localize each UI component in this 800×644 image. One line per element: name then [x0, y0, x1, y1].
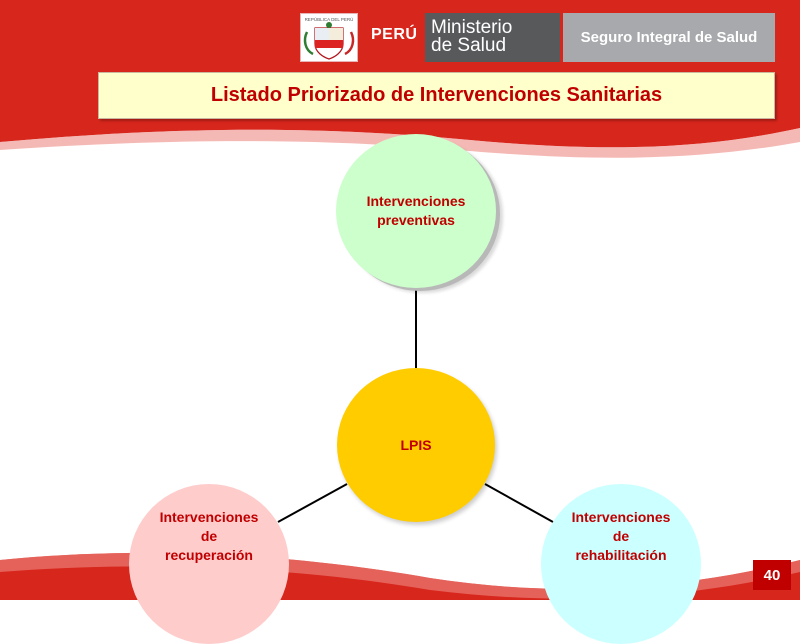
slide-title: Listado Priorizado de Intervenciones Sanitarias: [98, 72, 775, 119]
node-label-line: preventivas: [377, 212, 455, 228]
node-center-label: LPIS: [400, 436, 432, 453]
node-label-line: Intervenciones: [159, 508, 259, 525]
node-label-line: rehabilitación: [575, 546, 667, 563]
program-logo: Seguro Integral de Salud: [563, 13, 775, 62]
node-lpis-center: [337, 368, 495, 522]
node-label-line: Intervenciones: [366, 193, 466, 209]
node-label-line: recuperación: [165, 546, 253, 563]
node-label-line: Intervenciones: [571, 508, 671, 525]
coat-of-arms-logo: [300, 13, 358, 62]
node-rehabilitation: [541, 484, 701, 644]
node-label-line: de: [612, 527, 630, 544]
ministry-line-2: de Salud: [431, 35, 507, 56]
node-label-line: de: [200, 527, 218, 544]
connector-left: [278, 484, 347, 522]
page-number: 40: [753, 560, 791, 590]
crest-text: REPÚBLICA DEL PERÚ: [304, 17, 354, 22]
node-recovery: [129, 484, 289, 644]
connector-right: [485, 484, 553, 522]
node-preventive: [336, 134, 496, 288]
ministry-logo: [425, 13, 560, 62]
ministry-line-1: Ministerio: [431, 17, 513, 38]
crest-icon: [301, 14, 357, 61]
country-label: PERÚ: [371, 26, 418, 43]
